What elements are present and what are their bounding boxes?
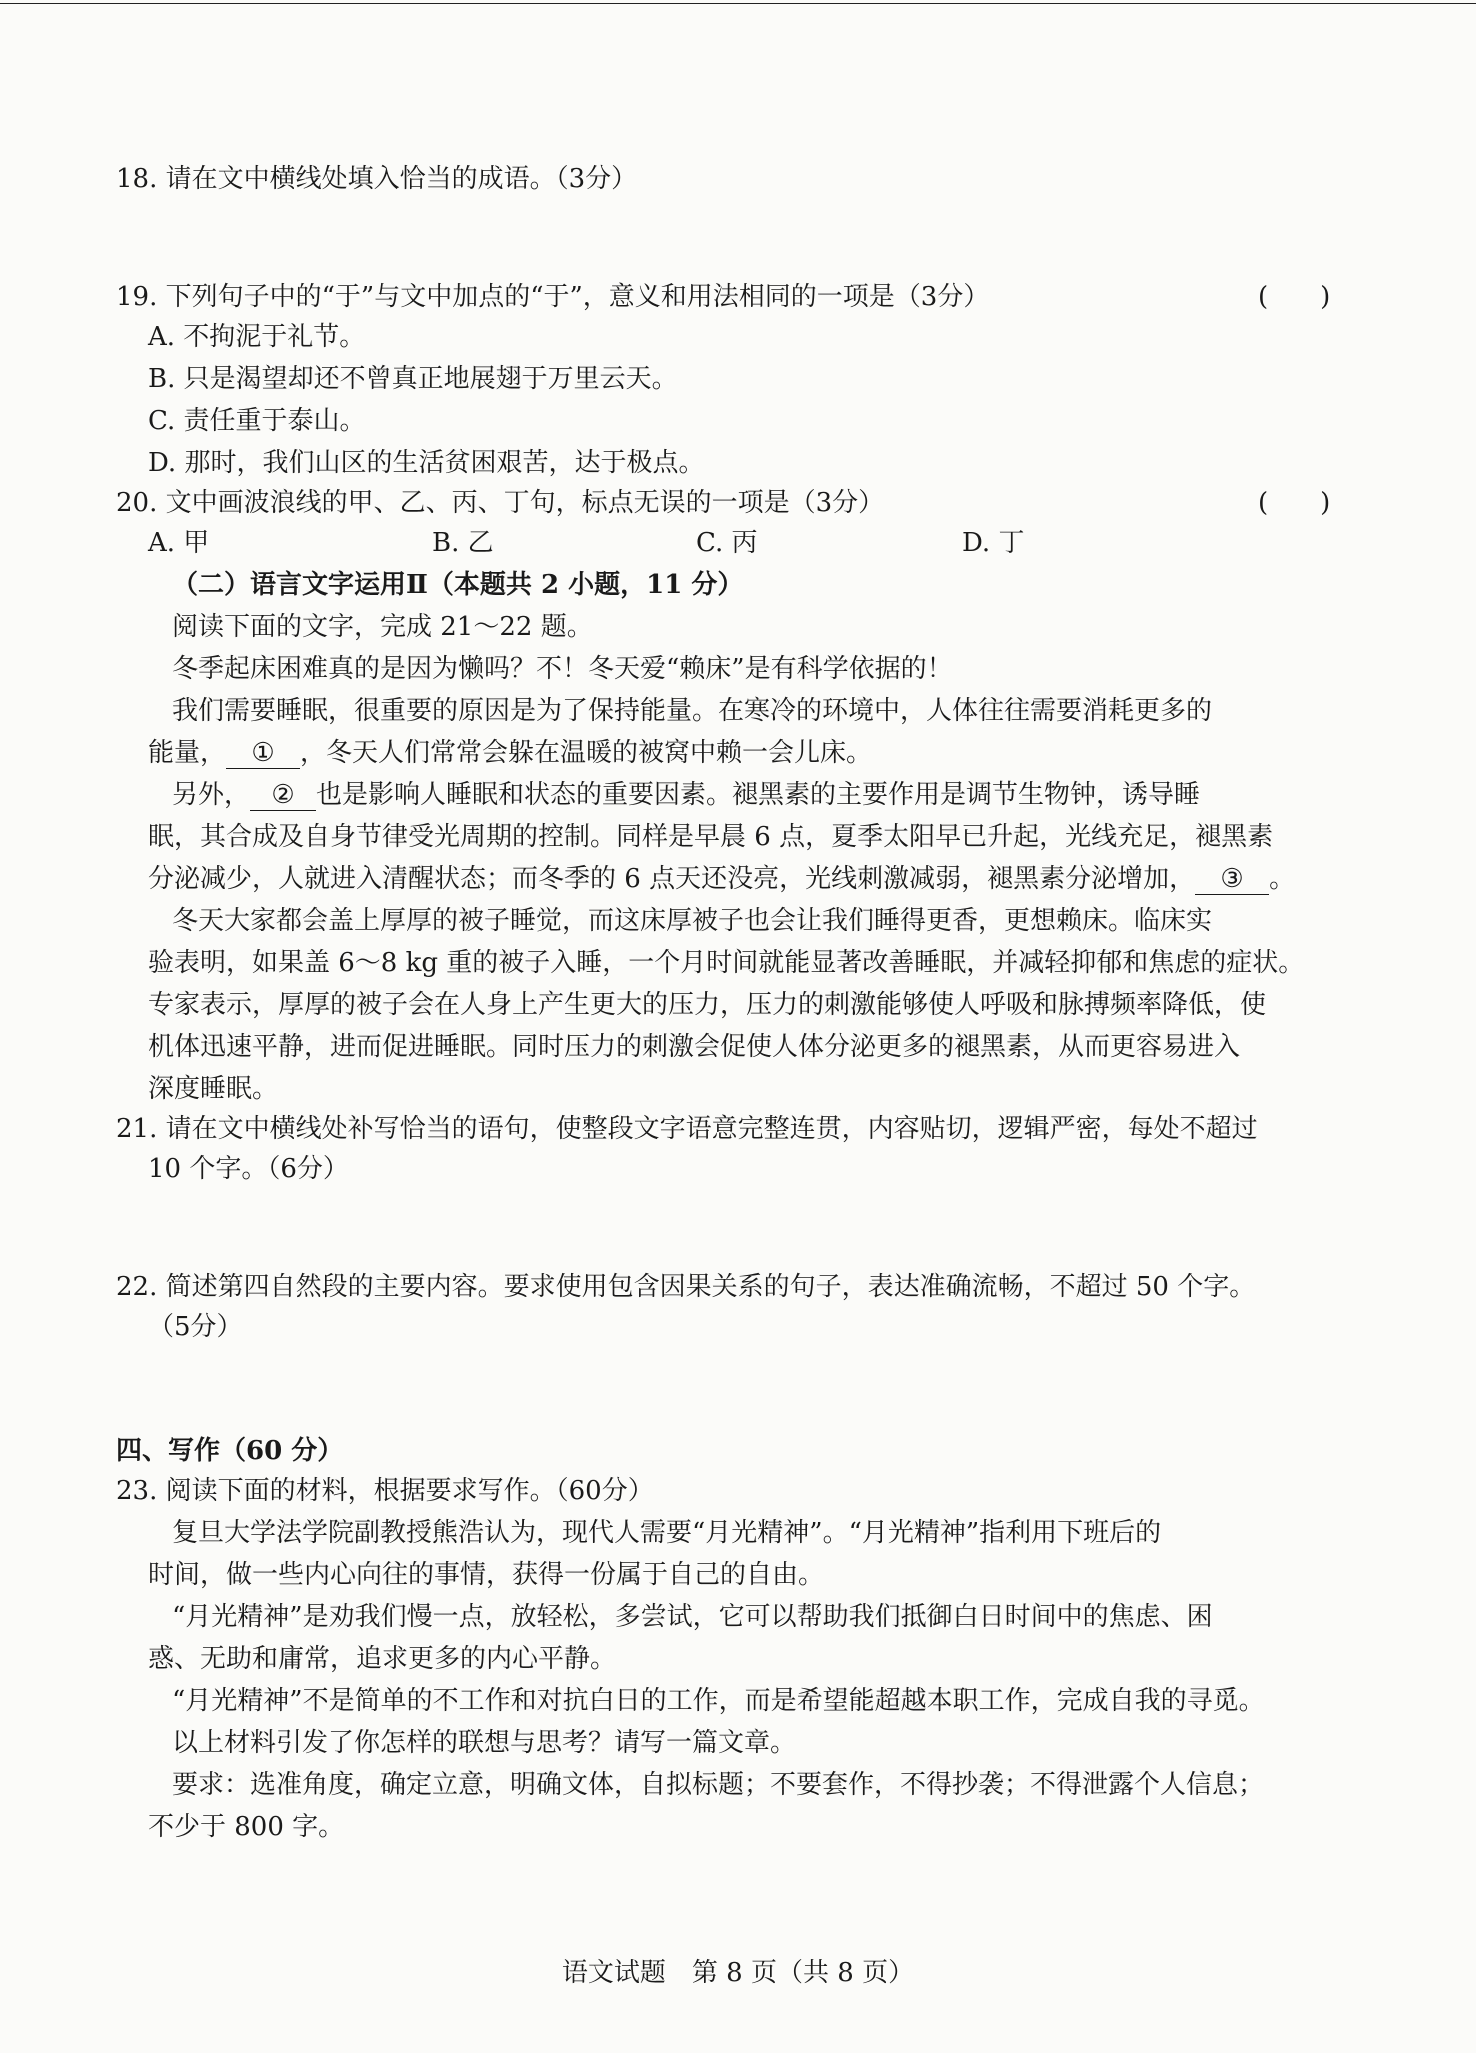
blank-3: ③ (1195, 864, 1269, 895)
question-20-option-d: D. 丁 (962, 528, 1025, 558)
section-2-instruction: 阅读下面的文字，完成 21～22 题。 (172, 612, 593, 642)
question-18: 18. 请在文中横线处填入恰当的成语。（3分） (116, 164, 638, 194)
material-p1-line2: 时间，做一些内心向往的事情，获得一份属于自己的自由。 (148, 1560, 825, 1590)
question-20-option-c: C. 丙 (696, 528, 758, 558)
top-border-line (0, 3, 1476, 4)
passage-text: 分泌减少，人就进入清醒状态；而冬季的 6 点天还没亮，光线刺激减弱，褪黑素分泌增加， (148, 864, 1196, 894)
passage-text: 另外， (172, 780, 251, 810)
question-20-option-a: A. 甲 (148, 528, 210, 558)
material-p3: “月光精神”不是简单的不工作和对抗白日的工作，而是希望能超越本职工作，完成自我的寻觅。 (172, 1686, 1265, 1716)
passage-text: 。 (1269, 864, 1296, 894)
writing-requirements-line1: 要求：选准角度，确定立意，明确文体，自拟标题；不要套作，不得抄袭；不得泄露个人信息； (172, 1770, 1265, 1800)
passage-p2-line1: 我们需要睡眠，很重要的原因是为了保持能量。在寒冷的环境中，人体往往需要消耗更多的 (172, 696, 1213, 726)
passage-p4-line4: 机体迅速平静，进而促进睡眠。同时压力的刺激会促使人体分泌更多的褪黑素，从而更容易进入 (148, 1032, 1241, 1062)
material-p2-line2: 惑、无助和庸常，追求更多的内心平静。 (148, 1644, 617, 1674)
question-19-option-d: D. 那时，我们山区的生活贫困艰苦，达于极点。 (148, 448, 705, 478)
question-19-answer-paren: ( ) (1258, 282, 1331, 312)
blank-1: ① (226, 738, 300, 769)
section-4-heading: 四、写作（60 分） (116, 1436, 344, 1466)
passage-p4-line2: 验表明，如果盖 6～8 kg 重的被子入睡，一个月时间就能显著改善睡眠，并减轻抑郁和焦虑的症状。 (148, 948, 1305, 978)
question-21-line1: 21. 请在文中横线处补写恰当的语句，使整段文字语意完整连贯，内容贴切，逻辑严密，每处不超过 (116, 1114, 1258, 1144)
passage-p3-line3 (148, 860, 1295, 898)
blank-2: ② (250, 780, 316, 811)
passage-p1: 冬季起床困难真的是因为懒吗？不！冬天爱“赖床”是有科学依据的！ (172, 654, 953, 684)
section-2-heading: （二）语言文字运用Ⅱ（本题共 2 小题，11 分） (172, 570, 744, 600)
question-19-option-b: B. 只是渴望却还不曾真正地展翅于万里云天。 (148, 364, 678, 394)
material-p2-line1: “月光精神”是劝我们慢一点，放轻松，多尝试，它可以帮助我们抵御白日时间中的焦虑、困 (172, 1602, 1213, 1632)
question-20-stem: 20. 文中画波浪线的甲、乙、丙、丁句，标点无误的一项是（3分） (116, 488, 885, 518)
passage-text: ，冬天人们常常会躲在温暖的被窝中赖一会儿床。 (300, 738, 873, 768)
question-20-answer-paren: ( ) (1258, 488, 1331, 518)
passage-p3-line2: 眠，其合成及自身节律受光周期的控制。同样是早晨 6 点，夏季太阳早已升起，光线充足，褪黑素 (148, 822, 1274, 852)
passage-text: 也是影响人睡眠和状态的重要因素。褪黑素的主要作用是调节生物钟，诱导睡 (316, 780, 1201, 810)
writing-prompt: 以上材料引发了你怎样的联想与思考？请写一篇文章。 (172, 1728, 797, 1758)
passage-p4-line3: 专家表示，厚厚的被子会在人身上产生更大的压力，压力的刺激能够使人呼吸和脉搏频率降低，使 (148, 990, 1267, 1020)
question-19-stem: 19. 下列句子中的“于”与文中加点的“于”，意义和用法相同的一项是（3分） (116, 282, 990, 312)
question-19-option-a: A. 不拘泥于礼节。 (148, 322, 366, 352)
question-21-line2: 10 个字。（6分） (148, 1154, 349, 1184)
question-22-line2: （5分） (148, 1312, 243, 1342)
question-20-option-b: B. 乙 (432, 528, 494, 558)
question-19-option-c: C. 责任重于泰山。 (148, 406, 366, 436)
writing-requirements-line2: 不少于 800 字。 (148, 1812, 345, 1842)
question-22-line1: 22. 简述第四自然段的主要内容。要求使用包含因果关系的句子，表达准确流畅，不超过 50 个字。 (116, 1272, 1256, 1302)
material-p1-line1: 复旦大学法学院副教授熊浩认为，现代人需要“月光精神”。“月光精神”指利用下班后的 (172, 1518, 1162, 1548)
question-23: 23. 阅读下面的材料，根据要求写作。（60分） (116, 1476, 654, 1506)
passage-p4-line5: 深度睡眠。 (148, 1074, 279, 1104)
passage-p2-line2 (148, 734, 872, 772)
page-footer: 语文试题 第 8 页（共 8 页） (561, 1958, 915, 1988)
passage-text: 能量， (148, 738, 227, 768)
passage-p4-line1: 冬天大家都会盖上厚厚的被子睡觉，而这床厚被子也会让我们睡得更香，更想赖床。临床实 (172, 906, 1213, 936)
passage-p3-line1 (172, 776, 1200, 814)
